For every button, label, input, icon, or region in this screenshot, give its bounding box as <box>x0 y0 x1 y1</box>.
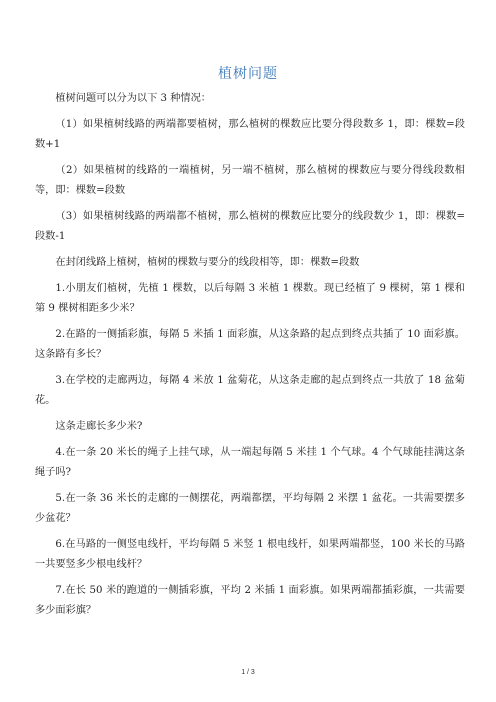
document-body <box>35 89 465 627</box>
case-3-paragraph: （3）如果植树线路的两端都不植树，那么植树的棵数应比要分的线段数少 1，即：棵数=段数-1 <box>35 211 465 242</box>
closed-route-paragraph: 在封闭线路上植树，植树的棵数与要分的线段相等，即：棵数=段数 <box>55 257 360 268</box>
case-2-paragraph: （2）如果植树的线路的一端植树，另一端不植树，那么植树的棵数应与要分得线段数相等，即：棵数=段数 <box>35 165 465 196</box>
question-4: 4.在一条 20 米长的绳子上挂气球，从一端起每隔 5 米挂 1 个气球。4 个气球能挂满这条绳子吗? <box>35 447 465 478</box>
page-number: 1 / 3 <box>241 669 255 676</box>
question-2: 2.在路的一侧插彩旗，每隔 5 米插 1 面彩旗，从这条路的起点到终点共插了 10 面彩旗。这条路有多长？ <box>35 329 465 360</box>
question-3: 3.在学校的走廊两边，每隔 4 米放 1 盆菊花，从这条走廊的起点到终点一共放了 18 盆菊花。 <box>35 375 465 406</box>
question-3-followup: 这条走廊长多少米? <box>55 421 143 432</box>
question-1: 1.小朋友们植树，先植 1 棵数，以后每隔 3 米植 1 棵数。现已经植了 9 棵树，第 1 棵和第 9 棵树相距多少米？ <box>35 283 465 314</box>
intro-paragraph: 植树问题可以分为以下 3 种情况： <box>55 93 211 104</box>
page-title: 植树问题 <box>218 66 278 82</box>
question-6: 6.在马路的一侧竖电线杆，平均每隔 5 米竖 1 根电线杆，如果两端都竖，100 米长的马路一共要竖多少根电线杆？ <box>35 539 465 570</box>
question-5: 5.在一条 36 米长的走廊的一侧摆花，两端都摆，平均每隔 2 米摆 1 盆花。一共需要摆多少盆花？ <box>35 493 465 524</box>
case-1-paragraph: （1）如果植树线路的两端都要植树，那么植树的棵数应比要分得段数多 1，即：棵数=段数+1 <box>35 119 465 150</box>
question-7: 7.在长 50 米的跑道的一侧插彩旗，平均 2 米插 1 面彩旗。如果两端都插彩旗，一共需要多少面彩旗？ <box>35 585 465 616</box>
